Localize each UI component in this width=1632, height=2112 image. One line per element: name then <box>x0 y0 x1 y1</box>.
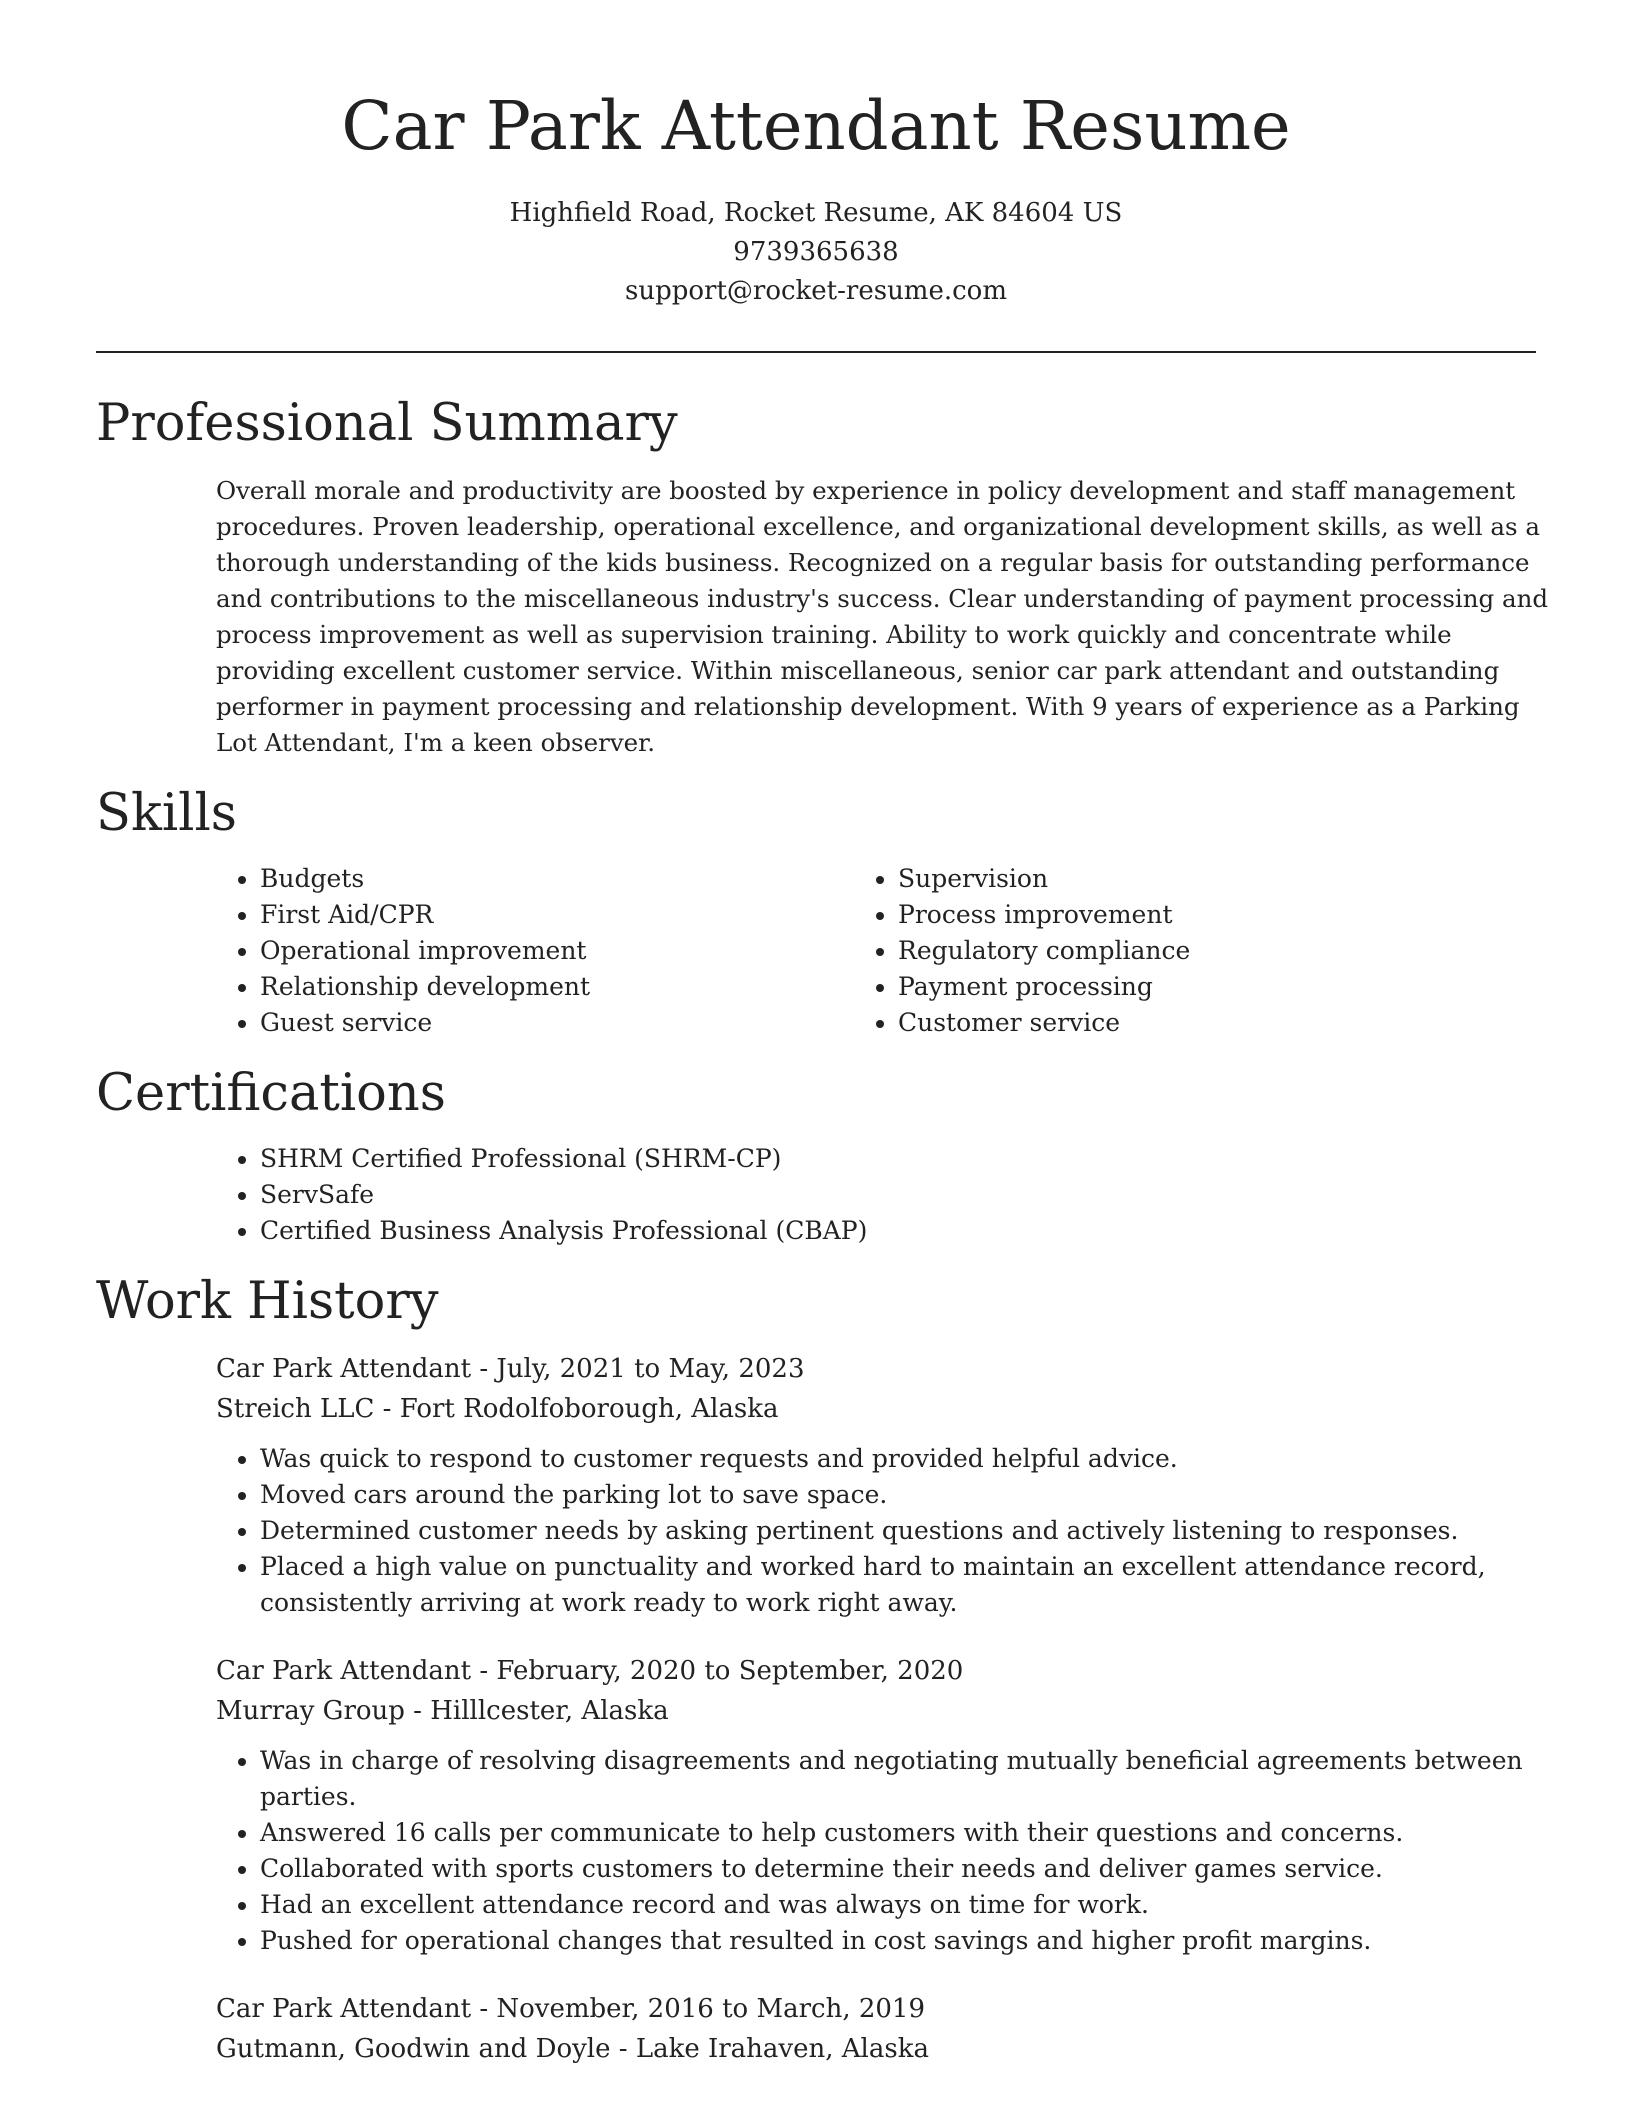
list-item: • Process improvement <box>898 897 1536 933</box>
summary-section <box>96 393 1549 761</box>
list-item: • Answered 16 calls per communicate to help customers with their questions and concerns. <box>260 1815 1560 1851</box>
phone-text: 9739365638 <box>733 237 899 267</box>
summary-heading: Professional Summary <box>96 394 678 453</box>
resume-header <box>96 0 1536 311</box>
list-item: • Payment processing <box>898 969 1536 1005</box>
list-item: • ServSafe <box>260 1177 1536 1213</box>
job-location: Lake Irahaven, Alaska <box>635 2034 929 2064</box>
certifications-list <box>96 1141 1536 1249</box>
job-company: Murray Group <box>216 1696 405 1726</box>
job-dates: February, 2020 to September, 2020 <box>496 1656 964 1686</box>
list-item: • Was quick to respond to customer requests and provided helpful advice. <box>260 1441 1560 1477</box>
skills-right-list <box>898 861 1536 1041</box>
job-title: Car Park Attendant <box>216 1656 472 1686</box>
resume-page <box>96 0 1549 2069</box>
work-history-heading: Work History <box>96 1272 439 1331</box>
job-entry <box>216 1349 1536 1621</box>
list-item: • Certified Business Analysis Professional (CBAP) <box>260 1213 1536 1249</box>
address-text: Highfield Road, Rocket Resume, AK 84604 US <box>509 198 1123 228</box>
job-company: Gutmann, Goodwin and Doyle <box>216 2034 611 2064</box>
resume-title: Car Park Attendant Resume <box>341 87 1291 165</box>
job-title-line: Car Park Attendant - February, 2020 to September, 2020 <box>216 1656 964 1686</box>
job-dates: July, 2021 to May, 2023 <box>496 1354 805 1384</box>
certifications-heading: Certifications <box>96 1064 446 1123</box>
list-item: • Relationship development <box>260 969 898 1005</box>
job-title-line: Car Park Attendant - July, 2021 to May, 2023 <box>216 1354 805 1384</box>
job-entry <box>216 1989 1536 2069</box>
header-divider <box>96 351 1536 353</box>
job-title-line: Car Park Attendant - November, 2016 to March, 2019 <box>216 1994 926 2024</box>
job-title: Car Park Attendant <box>216 1354 472 1384</box>
job-location: Hilllcester, Alaska <box>430 1696 669 1726</box>
job-company: Streich LLC <box>216 1394 375 1424</box>
job-title: Car Park Attendant <box>216 1994 472 2024</box>
list-item: • Collaborated with sports customers to determine their needs and deliver games service. <box>260 1851 1560 1887</box>
list-item: • Budgets <box>260 861 898 897</box>
list-item: • Moved cars around the parking lot to save space. <box>260 1477 1560 1513</box>
list-item: • Pushed for operational changes that resulted in cost savings and higher profit margins. <box>260 1923 1560 1959</box>
list-item: • Had an excellent attendance record and was always on time for work. <box>260 1887 1560 1923</box>
list-item: • Was in charge of resolving disagreements and negotiating mutually beneficial agreements between parties. <box>260 1743 1560 1815</box>
list-item: • Supervision <box>898 861 1536 897</box>
job-location: Fort Rodolfoborough, Alaska <box>399 1394 779 1424</box>
certifications-section <box>96 1063 1536 1249</box>
job-company-line: Gutmann, Goodwin and Doyle - Lake Irahaven, Alaska <box>216 2034 929 2064</box>
skills-heading: Skills <box>96 784 237 843</box>
job-dates: November, 2016 to March, 2019 <box>496 1994 926 2024</box>
job-company-line: Murray Group - Hilllcester, Alaska <box>216 1696 669 1726</box>
skills-section <box>96 783 1536 1041</box>
list-item: • Determined customer needs by asking pertinent questions and actively listening to responses. <box>260 1513 1560 1549</box>
summary-text: Overall morale and productivity are boosted by experience in policy development and staff management procedures. Proven leadership, operational excellence, and organizational development skills, as well as a thorough understanding of the kids business. Recognized on a regular basis for outstanding performance and contributions to the miscellaneous industry's success. Clear understanding of payment processing and process improvement as well as supervision training. Ability to work quickly and concentrate while providing excellent customer service. Within miscellaneous, senior car park attendant and outstanding performer in payment processing and relationship development. With 9 years of experience as a Parking Lot Attendant, I'm a keen observer. <box>216 476 1549 757</box>
list-item: • Operational improvement <box>260 933 898 969</box>
list-item: • Placed a high value on punctuality and worked hard to maintain an excellent attendance record, consistently arriving at work ready to work right away. <box>260 1549 1560 1621</box>
job-company-line: Streich LLC - Fort Rodolfoborough, Alaska <box>216 1394 779 1424</box>
skills-left-list <box>96 861 898 1041</box>
list-item: • Customer service <box>898 1005 1536 1041</box>
work-history-section <box>96 1271 1536 2069</box>
list-item: • Regulatory compliance <box>898 933 1536 969</box>
list-item: • Guest service <box>260 1005 898 1041</box>
list-item: • First Aid/CPR <box>260 897 898 933</box>
skills-columns <box>96 861 1536 1041</box>
list-item: • SHRM Certified Professional (SHRM-CP) <box>260 1141 1536 1177</box>
job-bullets <box>216 1743 1560 1959</box>
job-bullets <box>216 1441 1560 1621</box>
job-entry <box>216 1651 1536 1959</box>
email-text: support@rocket-resume.com <box>624 276 1007 306</box>
